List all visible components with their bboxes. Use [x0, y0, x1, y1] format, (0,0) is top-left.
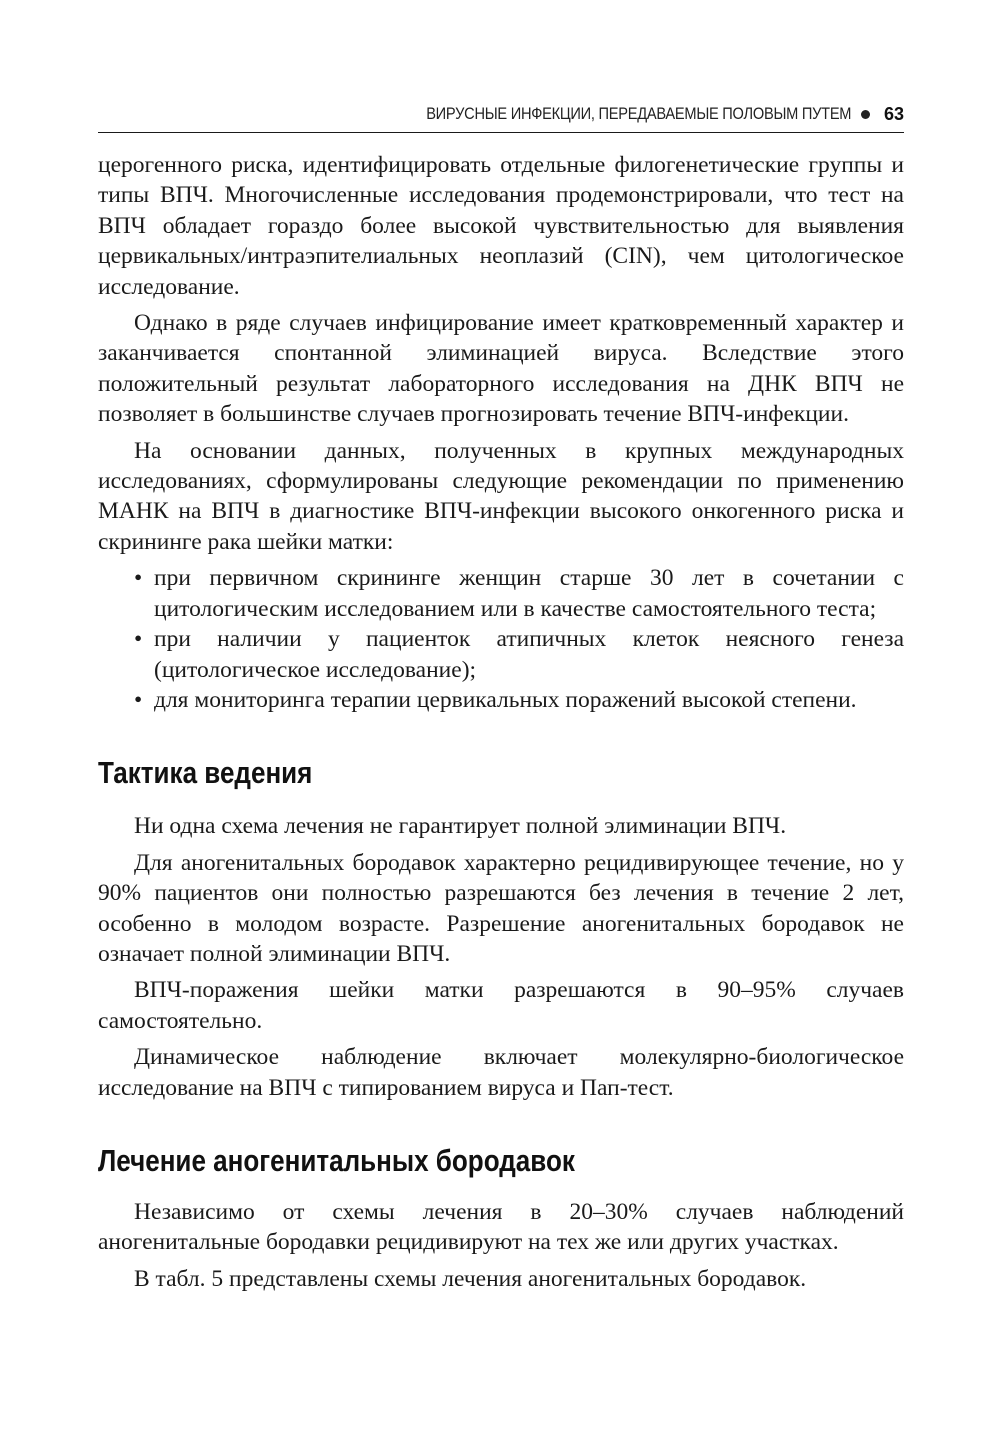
paragraph-cervical-lesions: ВПЧ-поражения шейки матки разрешаются в 90–95% случаев самостоятельно.	[98, 977, 904, 1034]
list-item-text: для мониторинга терапии цервикальных поражений высокой степени.	[154, 686, 857, 713]
page-body	[98, 150, 904, 1300]
list-item-text: при первичном скрининге женщин старше 30 лет в сочетании с цитологическим исследованием или в качестве самостоятельного теста;	[154, 565, 904, 622]
paragraph-recurrent-course: Для аногенитальных бородавок характерно рецидивирующее течение, но у 90% пациентов они полностью разрешаются без лечения в течение 2 лет, особенно в молодом возрасте. Разрешение аногенитальных бородавок не означает полной элиминации ВПЧ.	[98, 849, 904, 967]
list-item	[98, 563, 904, 624]
recommendations-list	[98, 563, 904, 715]
paragraph-no-guarantee: Ни одна схема лечения не гарантирует полной элиминации ВПЧ.	[134, 813, 787, 840]
running-title: ВИРУСНЫЕ ИНФЕКЦИИ, ПЕРЕДАВАЕМЫЕ ПОЛОВЫМ ПУТЕМ	[425, 104, 851, 123]
bullet-separator-icon	[861, 110, 870, 119]
bullet-icon: •	[134, 565, 143, 592]
running-header	[98, 96, 904, 133]
bullet-icon: •	[134, 686, 143, 713]
paragraph-observation: Динамическое наблюдение включает молекулярно-биологическое исследование на ВПЧ с типированием вируса и Пап-тест.	[98, 1044, 904, 1101]
paragraph-spontaneous-elimination: Однако в ряде случаев инфицирование имеет кратковременный характер и заканчивается спонтанной элиминацией вируса. Вследствие этого положительный результат лабораторного исследования на ДНК ВПЧ не позволяет в большинстве случаев прогнозировать течение ВПЧ-инфекции.	[98, 310, 904, 428]
list-item-text: при наличии у пациенток атипичных клеток неясного генеза (цитологическое исследование);	[154, 626, 904, 683]
paragraph-recommendations: На основании данных, полученных в крупных международных исследованиях, сформулированы следующие рекомендации по применению МАНК на ВПЧ в диагностике ВПЧ-инфекции высокого онкогенного риска и скрининге рака шейки матки:	[98, 437, 904, 555]
list-item	[98, 685, 904, 715]
section-heading-treatment: Лечение аногенитальных бородавок	[98, 1142, 575, 1178]
bullet-icon: •	[134, 626, 143, 653]
list-item	[98, 624, 904, 685]
paragraph-intro-continued: церогенного риска, идентифицировать отдельные филогенетические группы и типы ВПЧ. Многочисленные исследования продемонстрировали, что тест на ВПЧ обладает гораздо более высокой чувствительностью для выявления цервикальных/интраэпителиальных неоплазий (CIN), чем цитологическое исследование.	[98, 152, 904, 300]
section-heading-tactics: Тактика ведения	[98, 755, 313, 791]
page-number: 63	[883, 103, 904, 124]
paragraph-recurrence-rate: Независимо от схемы лечения в 20–30% случаев наблюдений аногенитальные бородавки рецидивируют на тех же или других участках.	[98, 1198, 904, 1256]
paragraph-table-reference: В табл. 5 представлены схемы лечения аногенитальных бородавок.	[134, 1265, 807, 1292]
